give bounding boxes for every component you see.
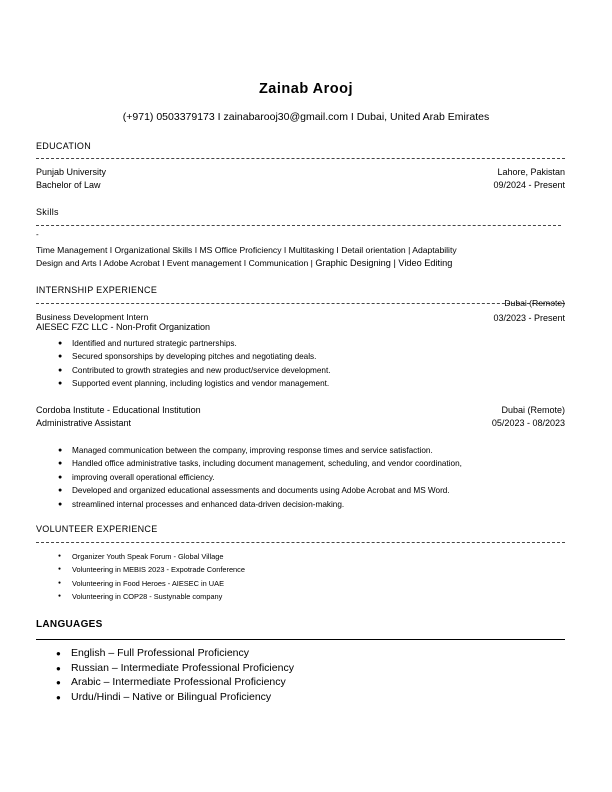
job1-dates: 03/2023 - Present — [493, 313, 565, 323]
education-heading: EDUCATION — [36, 141, 92, 151]
internship-heading: INTERNSHIP EXPERIENCE — [36, 285, 158, 295]
languages-divider — [36, 639, 565, 640]
skills-heading: Skills — [36, 207, 59, 217]
contact-line: (+971) 0503379173 I zainabarooj30@gmail.com I Dubai, United Arab Emirates — [122, 111, 490, 123]
education-divider — [36, 158, 565, 159]
skills-line-2-a: Design and Arts I Adobe Acrobat I Event management I Communication | — [36, 258, 313, 268]
job1-bullets — [58, 337, 331, 391]
job1-org: AIESEC FZC LLC - Non-Profit Organization — [36, 322, 211, 332]
education-dates: 09/2024 - Present — [493, 180, 565, 190]
list-item: ● English – Full Professional Proficiency — [56, 646, 294, 661]
list-item: ● Managed communication between the company, improving response times and service satisfaction. — [58, 444, 462, 457]
list-item: ● Volunteering in MEBIS 2023 - Expotrade Conference — [58, 563, 245, 576]
job2-bullets — [58, 444, 462, 511]
internship-divider — [36, 303, 565, 304]
list-item: ● Secured sponsorships by developing pitches and negotiating deals. — [58, 350, 331, 363]
list-item: ● Contributed to growth strategies and new product/service development. — [58, 364, 331, 377]
continuation-text: improving overall operational efficiency. — [72, 472, 215, 482]
skills-line-2 — [36, 258, 452, 268]
education-location: Lahore, Pakistan — [497, 167, 565, 177]
job2-dates: 05/2023 - 08/2023 — [491, 418, 565, 428]
list-item: ● Arabic – Intermediate Professional Proficiency — [56, 675, 294, 690]
volunteer-heading: VOLUNTEER EXPERIENCE — [36, 524, 158, 534]
list-item-continuation — [58, 471, 462, 484]
list-item: ● Russian – Intermediate Professional Proficiency — [56, 661, 294, 676]
languages-list — [56, 646, 294, 704]
job1-location: Dubai (Remote) — [504, 298, 565, 308]
education-school: Punjab University — [36, 167, 107, 177]
list-item: ● Identified and nurtured strategic partnerships. — [58, 337, 331, 350]
list-item: ● Handled office administrative tasks, including document management, scheduling, and vendor coordination, — [58, 457, 462, 470]
list-item: ● Urdu/Hindi – Native or Bilingual Proficiency — [56, 690, 294, 705]
list-item: ● Developed and organized educational assessments and documents using Adobe Acrobat and MS Word. — [58, 484, 462, 497]
volunteer-list — [58, 550, 245, 603]
list-item: ● streamlined internal processes and enhanced data-driven decision-making. — [58, 498, 462, 511]
skills-dash: - — [36, 230, 39, 239]
list-item: ● Organizer Youth Speak Forum - Global Village — [58, 550, 245, 563]
job2-role: Administrative Assistant — [36, 418, 132, 428]
list-item: ● Volunteering in COP28 - Sustynable company — [58, 590, 245, 603]
skills-line-2-b: Graphic Designing | Video Editing — [315, 258, 453, 268]
job2-location: Dubai (Remote) — [501, 405, 565, 415]
list-item: ● Volunteering in Food Heroes - AIESEC in UAE — [58, 577, 245, 590]
education-degree: Bachelor of Law — [36, 180, 101, 190]
resume-name: Zainab Arooj — [258, 81, 354, 97]
list-item: ● Supported event planning, including logistics and vendor management. — [58, 377, 331, 390]
job1-role: Business Development Intern — [36, 312, 149, 322]
volunteer-divider — [36, 542, 565, 543]
skills-line-1: Time Management I Organizational Skills I MS Office Proficiency I Multitasking I Detail orientation | Adaptability — [36, 245, 457, 255]
languages-heading: LANGUAGES — [36, 619, 103, 630]
job2-org: Cordoba Institute - Educational Institution — [36, 405, 201, 415]
skills-divider — [36, 225, 561, 226]
